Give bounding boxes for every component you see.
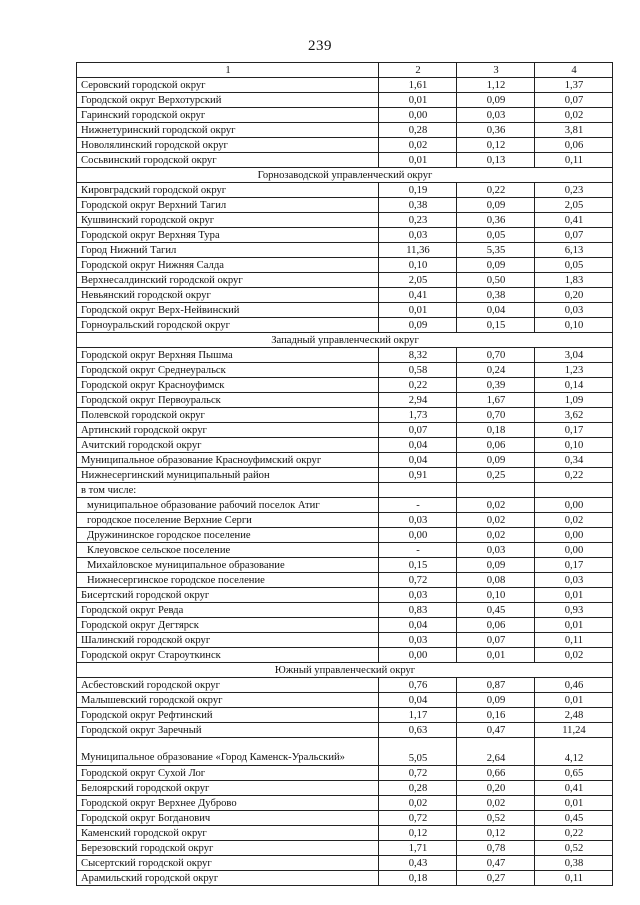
value-col-4: 1,37 (535, 78, 613, 93)
municipality-name: Сосьвинский городской округ (77, 153, 379, 168)
municipality-name: Белоярский городской округ (77, 781, 379, 796)
value-col-3: 0,66 (457, 766, 535, 781)
municipality-name: Городской округ Дегтярск (77, 618, 379, 633)
value-col-3: 0,20 (457, 781, 535, 796)
value-col-2: 1,17 (379, 708, 457, 723)
value-col-2: 0,22 (379, 378, 457, 393)
table-row (77, 811, 613, 826)
value-col-3: 0,52 (457, 811, 535, 826)
municipality-name: Городской округ Среднеуральск (77, 363, 379, 378)
municipality-name: Сысертский городской округ (77, 856, 379, 871)
value-col-4: 0,17 (535, 423, 613, 438)
value-col-4: 0,11 (535, 153, 613, 168)
value-col-3: 0,02 (457, 796, 535, 811)
municipality-name: Березовский городской округ (77, 841, 379, 856)
municipality-name: Верхнесалдинский городской округ (77, 273, 379, 288)
value-col-2: - (379, 498, 457, 513)
value-col-3: 0,45 (457, 603, 535, 618)
value-col-4: 0,11 (535, 633, 613, 648)
value-col-4: 0,02 (535, 108, 613, 123)
value-col-2: 0,63 (379, 723, 457, 738)
value-col-4: 0,46 (535, 678, 613, 693)
value-col-3: 0,09 (457, 198, 535, 213)
value-col-2: 0,76 (379, 678, 457, 693)
table-row (77, 408, 613, 423)
value-col-3: 0,22 (457, 183, 535, 198)
value-col-3: 2,64 (457, 738, 535, 766)
municipality-name: Городской округ Верх-Нейвинский (77, 303, 379, 318)
table-row (77, 93, 613, 108)
value-col-2: 1,73 (379, 408, 457, 423)
value-col-2: 0,01 (379, 153, 457, 168)
value-col-3: 0,27 (457, 871, 535, 886)
value-col-3: 0,15 (457, 318, 535, 333)
table-row (77, 243, 613, 258)
table-row (77, 708, 613, 723)
value-col-4: 0,10 (535, 318, 613, 333)
value-col-2: 0,02 (379, 796, 457, 811)
value-col-4: 0,23 (535, 183, 613, 198)
table-row (77, 453, 613, 468)
value-col-2: 11,36 (379, 243, 457, 258)
value-col-4: 2,48 (535, 708, 613, 723)
value-col-4: 6,13 (535, 243, 613, 258)
value-col-4: 0,34 (535, 453, 613, 468)
value-col-4: 0,45 (535, 811, 613, 826)
column-header-3: 3 (457, 63, 535, 78)
value-col-2: 0,72 (379, 766, 457, 781)
value-col-2: 0,01 (379, 303, 457, 318)
value-col-4: 4,12 (535, 738, 613, 766)
municipality-name: Ачитский городской округ (77, 438, 379, 453)
municipality-name: Новолялинский городской округ (77, 138, 379, 153)
value-col-2: 0,18 (379, 871, 457, 886)
municipality-name: Клеyовское сельское поселение (77, 543, 379, 558)
municipality-name: муниципальное образование рабочий поселок Атиг (77, 498, 379, 513)
table-row (77, 423, 613, 438)
municipality-name: Нижнесергинский муниципальный район (77, 468, 379, 483)
municipality-name: Невьянский городской округ (77, 288, 379, 303)
value-col-2: 5,05 (379, 738, 457, 766)
municipality-name: Городской округ Верхотурский (77, 93, 379, 108)
value-col-2: 0,00 (379, 108, 457, 123)
value-col-2: 0,07 (379, 423, 457, 438)
value-col-4: 0,20 (535, 288, 613, 303)
municipality-name: Полевской городской округ (77, 408, 379, 423)
value-col-2: 0,15 (379, 558, 457, 573)
value-col-2: 0,01 (379, 93, 457, 108)
value-col-2: 0,09 (379, 318, 457, 333)
value-col-3: 0,09 (457, 93, 535, 108)
value-col-2: 0,04 (379, 618, 457, 633)
value-col-2: 0,43 (379, 856, 457, 871)
value-col-2: 0,72 (379, 811, 457, 826)
table-row (77, 648, 613, 663)
section-header-row (77, 333, 613, 348)
table-row (77, 108, 613, 123)
value-col-3: 1,12 (457, 78, 535, 93)
column-header-4: 4 (535, 63, 613, 78)
value-col-4: 0,22 (535, 468, 613, 483)
value-col-3: 5,35 (457, 243, 535, 258)
municipality-name: Городской округ Верхняя Тура (77, 228, 379, 243)
table-row (77, 603, 613, 618)
table-row (77, 363, 613, 378)
value-col-4: 3,62 (535, 408, 613, 423)
table-row (77, 348, 613, 363)
table-row (77, 796, 613, 811)
value-col-4: 0,03 (535, 573, 613, 588)
value-col-3: 0,38 (457, 288, 535, 303)
table-row (77, 483, 613, 498)
table-row (77, 588, 613, 603)
table-subrow (77, 528, 613, 543)
municipality-name: Городской округ Нижняя Салда (77, 258, 379, 273)
value-col-2: 0,00 (379, 528, 457, 543)
table-row (77, 738, 613, 766)
value-col-2: 0,38 (379, 198, 457, 213)
value-col-2: 0,12 (379, 826, 457, 841)
table-subrow (77, 558, 613, 573)
value-col-2: 0,03 (379, 228, 457, 243)
municipality-name: Городской округ Богданович (77, 811, 379, 826)
value-col-3 (457, 483, 535, 498)
value-col-4: 0,41 (535, 213, 613, 228)
value-col-3: 0,87 (457, 678, 535, 693)
value-col-4: 0,06 (535, 138, 613, 153)
municipality-name: Горноуральский городской округ (77, 318, 379, 333)
value-col-4: 0,02 (535, 513, 613, 528)
municipality-name: Городской округ Верхняя Пышма (77, 348, 379, 363)
value-col-3: 0,08 (457, 573, 535, 588)
municipality-name: Городской округ Староуткинск (77, 648, 379, 663)
value-col-3: 0,16 (457, 708, 535, 723)
municipality-name: Кировградский городской округ (77, 183, 379, 198)
municipality-name: Кушвинский городской округ (77, 213, 379, 228)
value-col-4: 1,83 (535, 273, 613, 288)
table-row (77, 723, 613, 738)
value-col-4: 11,24 (535, 723, 613, 738)
value-col-3: 0,25 (457, 468, 535, 483)
municipality-name: Гаринский городской округ (77, 108, 379, 123)
section-title: Южный управленческий округ (77, 663, 613, 678)
value-col-3: 0,09 (457, 558, 535, 573)
value-col-2: 0,00 (379, 648, 457, 663)
value-col-4: 3,04 (535, 348, 613, 363)
municipality-name: в том числе: (77, 483, 379, 498)
municipality-name: Городской округ Верхний Тагил (77, 198, 379, 213)
municipality-name: Шалинский городской округ (77, 633, 379, 648)
table-row (77, 123, 613, 138)
value-col-3: 0,03 (457, 543, 535, 558)
municipality-name: Нижнесергинское городское поселение (77, 573, 379, 588)
value-col-2: 2,94 (379, 393, 457, 408)
value-col-4: 0,17 (535, 558, 613, 573)
table-row (77, 228, 613, 243)
table-row (77, 258, 613, 273)
value-col-2: 0,28 (379, 123, 457, 138)
table-row (77, 438, 613, 453)
value-col-2 (379, 483, 457, 498)
value-col-4: 1,09 (535, 393, 613, 408)
value-col-4: 0,01 (535, 693, 613, 708)
value-col-2: 0,19 (379, 183, 457, 198)
value-col-3: 0,04 (457, 303, 535, 318)
table-row (77, 468, 613, 483)
value-col-3: 0,02 (457, 498, 535, 513)
value-col-4: 0,00 (535, 498, 613, 513)
table-row (77, 183, 613, 198)
table-row (77, 288, 613, 303)
value-col-4: 0,01 (535, 796, 613, 811)
municipality-name: Дружининское городское поселение (77, 528, 379, 543)
table-row (77, 153, 613, 168)
municipality-name: Городской округ Ревда (77, 603, 379, 618)
table-row (77, 633, 613, 648)
value-col-4: 0,22 (535, 826, 613, 841)
municipality-name: Городской округ Красноуфимск (77, 378, 379, 393)
value-col-4: 0,02 (535, 648, 613, 663)
value-col-3: 0,02 (457, 513, 535, 528)
value-col-3: 0,50 (457, 273, 535, 288)
value-col-4: 0,01 (535, 618, 613, 633)
value-col-3: 0,10 (457, 588, 535, 603)
value-col-3: 0,36 (457, 213, 535, 228)
value-col-3: 0,06 (457, 618, 535, 633)
municipality-name: Арамильский городской округ (77, 871, 379, 886)
value-col-2: 0,03 (379, 633, 457, 648)
table-row (77, 693, 613, 708)
section-title: Горнозаводской управленческий округ (77, 168, 613, 183)
value-col-4: 0,14 (535, 378, 613, 393)
value-col-4: 0,01 (535, 588, 613, 603)
municipality-name: Городской округ Первоуральск (77, 393, 379, 408)
value-col-2: 1,71 (379, 841, 457, 856)
page-number: 239 (308, 38, 332, 54)
value-col-3: 0,70 (457, 348, 535, 363)
data-table (76, 62, 613, 886)
table-subrow (77, 513, 613, 528)
table-header-row (77, 63, 613, 78)
value-col-4: 0,05 (535, 258, 613, 273)
value-col-3: 0,02 (457, 528, 535, 543)
value-col-4 (535, 483, 613, 498)
value-col-2: 0,04 (379, 693, 457, 708)
municipality-name: Город Нижний Тагил (77, 243, 379, 258)
value-col-4: 0,07 (535, 93, 613, 108)
table-row (77, 856, 613, 871)
value-col-2: 0,04 (379, 438, 457, 453)
value-col-3: 0,06 (457, 438, 535, 453)
table-row (77, 826, 613, 841)
value-col-4: 0,65 (535, 766, 613, 781)
municipality-name: Серовский городской округ (77, 78, 379, 93)
municipality-name: Городской округ Рефтинский (77, 708, 379, 723)
municipality-name: Бисертский городской округ (77, 588, 379, 603)
value-col-3: 0,09 (457, 453, 535, 468)
table-body (77, 63, 613, 886)
value-col-3: 0,01 (457, 648, 535, 663)
value-col-2: 0,83 (379, 603, 457, 618)
municipality-name: Асбестовский городской округ (77, 678, 379, 693)
table-row (77, 138, 613, 153)
value-col-3: 0,12 (457, 826, 535, 841)
value-col-4: 3,81 (535, 123, 613, 138)
table-row (77, 78, 613, 93)
table-row (77, 213, 613, 228)
value-col-4: 0,52 (535, 841, 613, 856)
municipality-name: Михайловское муниципальное образование (77, 558, 379, 573)
value-col-2: - (379, 543, 457, 558)
section-header-row (77, 168, 613, 183)
table-subrow (77, 543, 613, 558)
municipality-name: Муниципальное образование «Город Каменск-Уральский» (77, 738, 379, 766)
table-row (77, 871, 613, 886)
value-col-3: 0,78 (457, 841, 535, 856)
value-col-3: 0,18 (457, 423, 535, 438)
table-row (77, 393, 613, 408)
value-col-2: 0,28 (379, 781, 457, 796)
municipality-name: Малышевский городской округ (77, 693, 379, 708)
value-col-2: 1,61 (379, 78, 457, 93)
value-col-4: 0,93 (535, 603, 613, 618)
value-col-3: 0,39 (457, 378, 535, 393)
value-col-3: 0,36 (457, 123, 535, 138)
table-row (77, 378, 613, 393)
table-row (77, 678, 613, 693)
column-header-2: 2 (379, 63, 457, 78)
column-header-1: 1 (77, 63, 379, 78)
value-col-4: 0,00 (535, 543, 613, 558)
value-col-3: 0,12 (457, 138, 535, 153)
value-col-4: 0,41 (535, 781, 613, 796)
municipality-name: Артинский городской округ (77, 423, 379, 438)
value-col-3: 1,67 (457, 393, 535, 408)
municipality-name: Городской округ Верхнее Дуброво (77, 796, 379, 811)
value-col-4: 0,11 (535, 871, 613, 886)
municipality-name: Нижнетуринский городской округ (77, 123, 379, 138)
section-header-row (77, 663, 613, 678)
value-col-3: 0,70 (457, 408, 535, 423)
value-col-4: 0,03 (535, 303, 613, 318)
value-col-3: 0,47 (457, 723, 535, 738)
value-col-3: 0,13 (457, 153, 535, 168)
value-col-3: 0,09 (457, 693, 535, 708)
value-col-4: 0,00 (535, 528, 613, 543)
table-subrow (77, 573, 613, 588)
table-row (77, 318, 613, 333)
value-col-2: 0,10 (379, 258, 457, 273)
value-col-2: 0,02 (379, 138, 457, 153)
table-row (77, 766, 613, 781)
value-col-4: 2,05 (535, 198, 613, 213)
table-row (77, 618, 613, 633)
value-col-3: 0,07 (457, 633, 535, 648)
value-col-2: 0,03 (379, 513, 457, 528)
table-row (77, 841, 613, 856)
value-col-2: 0,72 (379, 573, 457, 588)
table-row (77, 198, 613, 213)
value-col-4: 0,38 (535, 856, 613, 871)
section-title: Западный управленческий округ (77, 333, 613, 348)
value-col-2: 0,41 (379, 288, 457, 303)
municipality-name: Каменский городской округ (77, 826, 379, 841)
value-col-2: 0,04 (379, 453, 457, 468)
table-row (77, 781, 613, 796)
table-subrow (77, 498, 613, 513)
value-col-3: 0,09 (457, 258, 535, 273)
municipality-name: Муниципальное образование Красноуфимский округ (77, 453, 379, 468)
municipality-name: Городской округ Сухой Лог (77, 766, 379, 781)
value-col-3: 0,03 (457, 108, 535, 123)
value-col-4: 1,23 (535, 363, 613, 378)
value-col-2: 0,58 (379, 363, 457, 378)
value-col-2: 0,03 (379, 588, 457, 603)
value-col-3: 0,47 (457, 856, 535, 871)
value-col-3: 0,24 (457, 363, 535, 378)
table-row (77, 303, 613, 318)
value-col-3: 0,05 (457, 228, 535, 243)
value-col-2: 8,32 (379, 348, 457, 363)
value-col-4: 0,07 (535, 228, 613, 243)
municipality-name: городское поселение Верхние Серги (77, 513, 379, 528)
table-row (77, 273, 613, 288)
value-col-2: 2,05 (379, 273, 457, 288)
value-col-4: 0,10 (535, 438, 613, 453)
value-col-2: 0,23 (379, 213, 457, 228)
municipality-name: Городской округ Заречный (77, 723, 379, 738)
value-col-2: 0,91 (379, 468, 457, 483)
